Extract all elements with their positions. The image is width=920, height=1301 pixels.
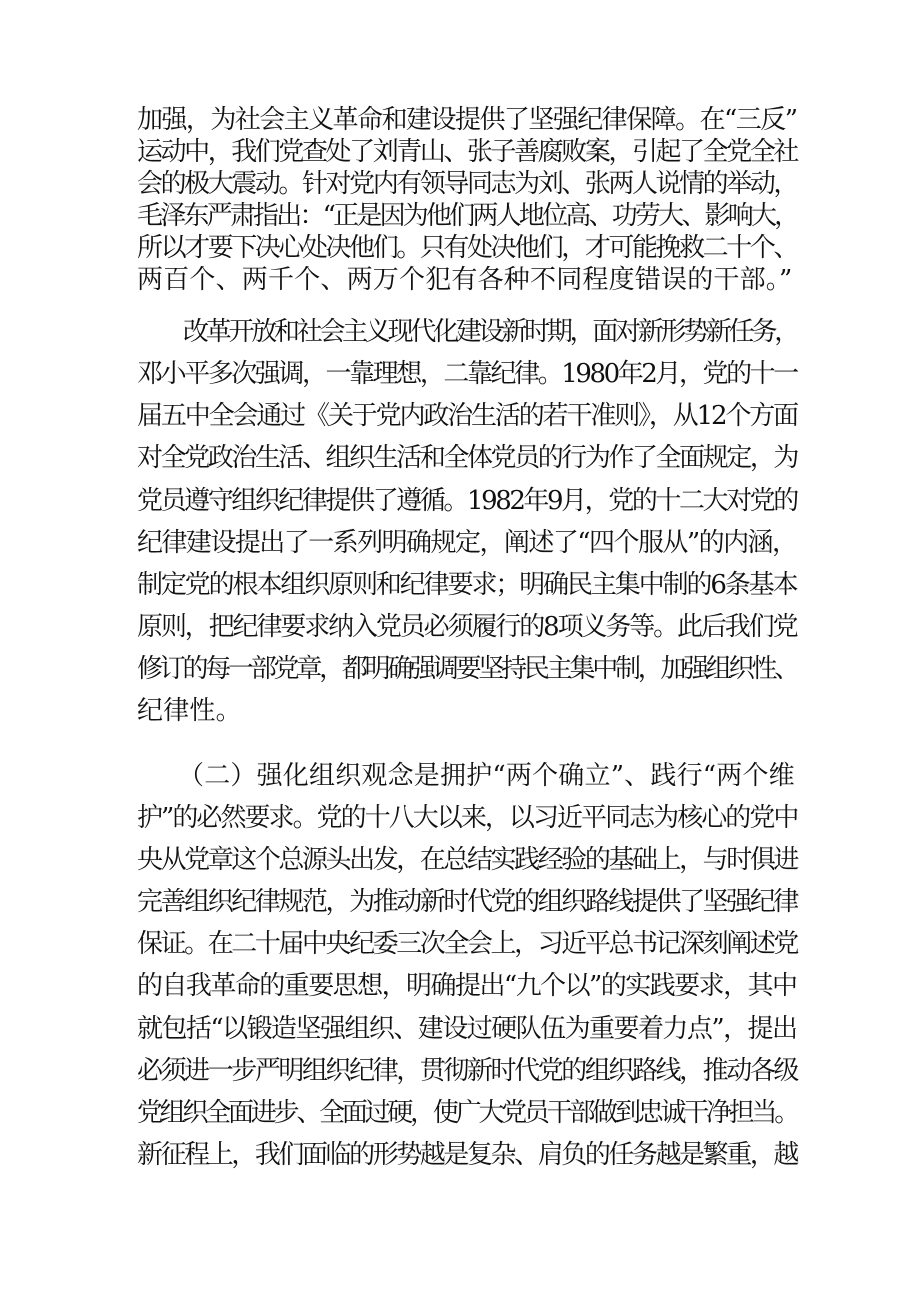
text-line: 修订的每一部党章，都明确强调要坚持民主集中制，加强组织性、: [137, 654, 798, 684]
text-line: 对全党政治生活、组织生活和全体党员的行为作了全面规定，为: [137, 443, 797, 473]
text-line: 党员遵守组织纪律提供了遵循。1982年9月，党的十二大对党的: [137, 486, 797, 516]
text-line: 原则，把纪律要求纳入党员必须履行的8项义务等。此后我们党: [137, 612, 797, 642]
text-line: （二）强化组织观念是拥护“两个确立”、践行“两个维: [178, 761, 795, 791]
text-line: 必须进一步严明组织纪律，贯彻新时代党的组织路线，推动各级: [137, 1056, 797, 1086]
text-line: 邓小平多次强调，一靠理想，二靠纪律。1980年2月，党的十一: [137, 359, 797, 389]
text-line: 纪律建设提出了一系列明确规定，阐述了“四个服从”的内涵，: [137, 528, 797, 558]
text-line: 完善组织纪律规范，为推动新时代党的组织路线提供了坚强纪律: [137, 887, 797, 917]
text-line: 新征程上，我们面临的形势越是复杂、肩负的任务越是繁重，越: [137, 1140, 797, 1170]
text-line: 加强，为社会主义革命和建设提供了坚强纪律保障。在“三反”: [137, 105, 797, 135]
text-line: 会的极大震动。针对党内有领导同志为刘、张两人说情的举动，: [137, 169, 797, 199]
text-line: 制定党的根本组织原则和纪律要求；明确民主集中制的6条基本: [137, 570, 797, 600]
text-line: 就包括“以锻造坚强组织、建设过硬队伍为重要着力点”，提出: [137, 1014, 797, 1044]
text-line: 央从党章这个总源头出发，在总结实践经验的基础上，与时俱进: [137, 845, 797, 875]
text-line: 保证。在二十届中央纪委三次全会上，习近平总书记深刻阐述党: [137, 929, 797, 959]
text-line: 两百个、两千个、两万个犯有各种不同程度错误的干部。”: [137, 265, 793, 295]
text-line: 毛泽东严肃指出：“正是因为他们两人地位高、功劳大、影响大，: [137, 201, 798, 231]
text-line: 届五中全会通过《关于党内政治生活的若干准则》，从12个方面: [137, 401, 798, 431]
text-line: 护”的必然要求。党的十八大以来，以习近平同志为核心的党中: [137, 803, 798, 833]
text-line: 改革开放和社会主义现代化建设新时期，面对新形势新任务，: [183, 317, 797, 347]
text-line: 所以才要下决心处决他们。只有处决他们，才可能挽救二十个、: [137, 233, 797, 263]
text-line: 的自我革命的重要思想，明确提出“九个以”的实践要求，其中: [137, 971, 797, 1001]
text-line: 运动中，我们党查处了刘青山、张子善腐败案，引起了全党全社: [137, 137, 797, 167]
text-line: 纪律性。: [137, 696, 242, 726]
text-line: 党组织全面进步、全面过硬，使广大党员干部做到忠诚干净担当。: [137, 1098, 798, 1128]
